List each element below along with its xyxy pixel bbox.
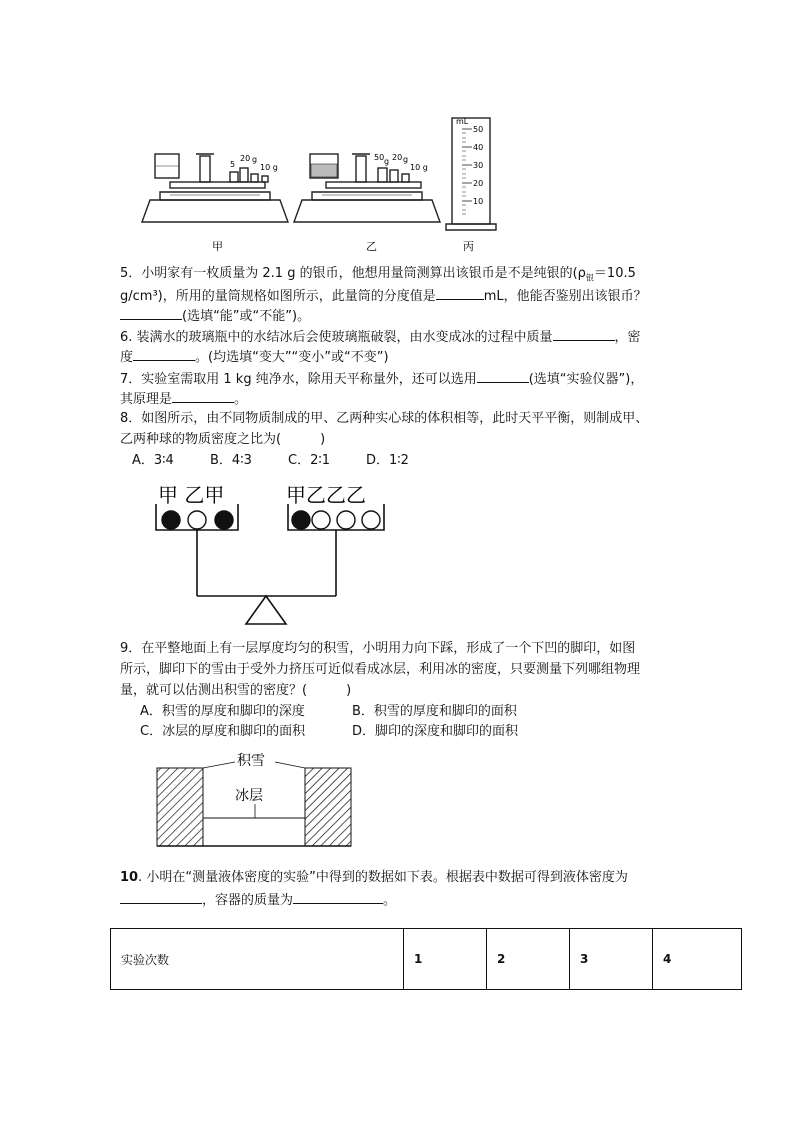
- cylinder-unit: mL: [456, 117, 469, 126]
- q8-line-2: 乙两种球的物质密度之比为( ): [120, 432, 326, 447]
- cylinder-tick-30: 30: [473, 161, 484, 170]
- weight-label-b1: 50: [374, 153, 385, 162]
- figure-ball-balance: [150, 478, 390, 626]
- q5-blank-1[interactable]: [436, 285, 484, 300]
- q9-option-b[interactable]: B．积雪的厚度和脚印的面积: [352, 704, 517, 719]
- data-table: [110, 928, 742, 990]
- table-row: [111, 929, 742, 990]
- q6-text-2b: 。(均选填“变大”“变小”或“不变”): [195, 350, 389, 365]
- q5-text-1-end: ＝10.5: [593, 266, 636, 281]
- weight-label-b4: g: [403, 155, 409, 164]
- q5-text-1: 5．小明家有一枚质量为 2.1 g 的银币，他想用量筒测算出该银币是不是纯银的(ρ: [120, 266, 586, 281]
- q9-line-1: 9．在平整地面上有一层厚度均匀的积雪，小明用力向下踩，形成了一个下凹的脚印，如图: [120, 641, 636, 656]
- q10-number: 10: [120, 870, 139, 885]
- label-snow: 积雪: [237, 753, 265, 769]
- q6-text-2a: 度: [120, 350, 134, 365]
- q7-text-2b: 。: [234, 392, 248, 407]
- q10-line-1: [120, 868, 628, 888]
- q10-blank-2[interactable]: [293, 889, 383, 904]
- ball-yi: [312, 511, 330, 529]
- label-ice: 冰层: [235, 788, 263, 804]
- q7-line-2: [120, 388, 247, 410]
- q10-text-2b: 。: [383, 893, 397, 908]
- q6-text-1a: 6. 装满水的玻璃瓶中的水结冰后会使玻璃瓶破裂，由水变成冰的过程中质量: [120, 330, 553, 345]
- q8-options: [132, 451, 444, 471]
- q8-line-1: 8．如图所示，由不同物质制成的甲、乙两种实心球的体积相等，此时天平平衡，则制成甲、: [120, 411, 649, 426]
- cylinder-tick-10: 10: [473, 197, 484, 206]
- ball-jia: [162, 511, 180, 529]
- q9-options-row-2: [140, 722, 518, 742]
- q7-text-1b: (选填“实验仪器”)，: [528, 372, 644, 387]
- weight-label-a2: 20: [240, 154, 251, 163]
- q7-text-2a: 其原理是: [120, 392, 173, 407]
- label-bing: 丙: [463, 240, 474, 253]
- figure-balances-cylinder: [130, 112, 510, 260]
- q9-option-d[interactable]: D．脚印的深度和脚印的面积: [352, 724, 519, 739]
- cylinder-tick-50: 50: [473, 125, 484, 134]
- q10-text-2a: ，容器的质量为: [202, 893, 294, 908]
- weight-label-a3: g: [252, 155, 258, 164]
- q5-line-3: [120, 305, 310, 327]
- q10-text-1: . 小明在“测量液体密度的实验”中得到的数据如下表。根据表中数据可得到液体密度为: [138, 870, 628, 885]
- q7-blank-1[interactable]: [477, 368, 529, 383]
- q6-blank-2[interactable]: [133, 346, 195, 361]
- q6-text-1b: ，密: [614, 330, 641, 345]
- cylinder-tick-20: 20: [473, 179, 484, 188]
- table-col-4: 4: [653, 929, 742, 990]
- weight-label-b5: 10 g: [410, 163, 428, 172]
- q7-line-1: [120, 368, 643, 390]
- q5-blank-2[interactable]: [120, 305, 182, 320]
- ball-yi: [362, 511, 380, 529]
- q9-option-a[interactable]: A．积雪的厚度和脚印的深度: [140, 704, 305, 719]
- q9-option-c[interactable]: C．冰层的厚度和脚印的面积: [140, 724, 306, 739]
- q8-option-d[interactable]: D．1∶2: [366, 453, 409, 468]
- q9-line-3: 量，就可以估测出积雪的密度？( ): [120, 683, 352, 698]
- q8-option-c[interactable]: C．2∶1: [288, 453, 331, 468]
- weight-label-a4: 10 g: [260, 163, 278, 172]
- q9-line-2: 所示，脚印下的雪由于受外力挤压可近似看成冰层，利用冰的密度，只要测量下列哪组物理: [120, 662, 641, 677]
- ice-layer: [203, 818, 305, 846]
- ball-yi: [188, 511, 206, 529]
- ball-yi: [337, 511, 355, 529]
- q6-blank-1[interactable]: [553, 326, 615, 341]
- q9-options-row-1: [140, 702, 517, 722]
- fig8-left-labels: 甲 乙甲: [158, 483, 225, 507]
- ball-jia: [215, 511, 233, 529]
- table-col-1: 1: [404, 929, 487, 990]
- label-jia: 甲: [212, 240, 223, 253]
- weight-label-b2: g: [384, 157, 390, 166]
- q5-line-2: [120, 285, 647, 307]
- q10-line-2: [120, 889, 396, 911]
- table-col-2: 2: [487, 929, 570, 990]
- q5-text-2b: mL，他能否鉴别出该银币？: [483, 289, 647, 304]
- q6-line-1: [120, 326, 641, 348]
- fig8-balls: [162, 511, 380, 529]
- weight-label-b3: 20: [392, 153, 403, 162]
- q8-option-a[interactable]: A．3∶4: [132, 453, 174, 468]
- snow-left: [157, 768, 203, 846]
- cylinder-tick-40: 40: [473, 143, 484, 152]
- graduated-cylinder: [446, 118, 496, 230]
- table-col-3: 3: [570, 929, 653, 990]
- weight-label-a1: 5: [230, 160, 236, 169]
- snow-right: [305, 768, 351, 846]
- ball-jia: [292, 511, 310, 529]
- q5-text-2a: g/cm³)，所用的量筒规格如图所示，此量筒的分度值是: [120, 289, 436, 304]
- q5-text-3: (选填“能”或“不能”)。: [182, 309, 311, 324]
- q7-blank-2[interactable]: [172, 388, 234, 403]
- q10-blank-1[interactable]: [120, 889, 202, 904]
- q8-option-b[interactable]: B．4∶3: [210, 453, 252, 468]
- q6-line-2: [120, 346, 389, 368]
- figure-snow-footprint: [155, 748, 355, 848]
- q5-subscript: 银: [585, 273, 594, 283]
- q7-text-1a: 7．实验室需取用 1 kg 纯净水，除用天平称量外，还可以选用: [120, 372, 477, 387]
- table-header-cell: 实验次数: [111, 929, 404, 990]
- fig8-right-labels: 甲乙乙乙: [286, 483, 366, 507]
- label-yi: 乙: [366, 240, 377, 253]
